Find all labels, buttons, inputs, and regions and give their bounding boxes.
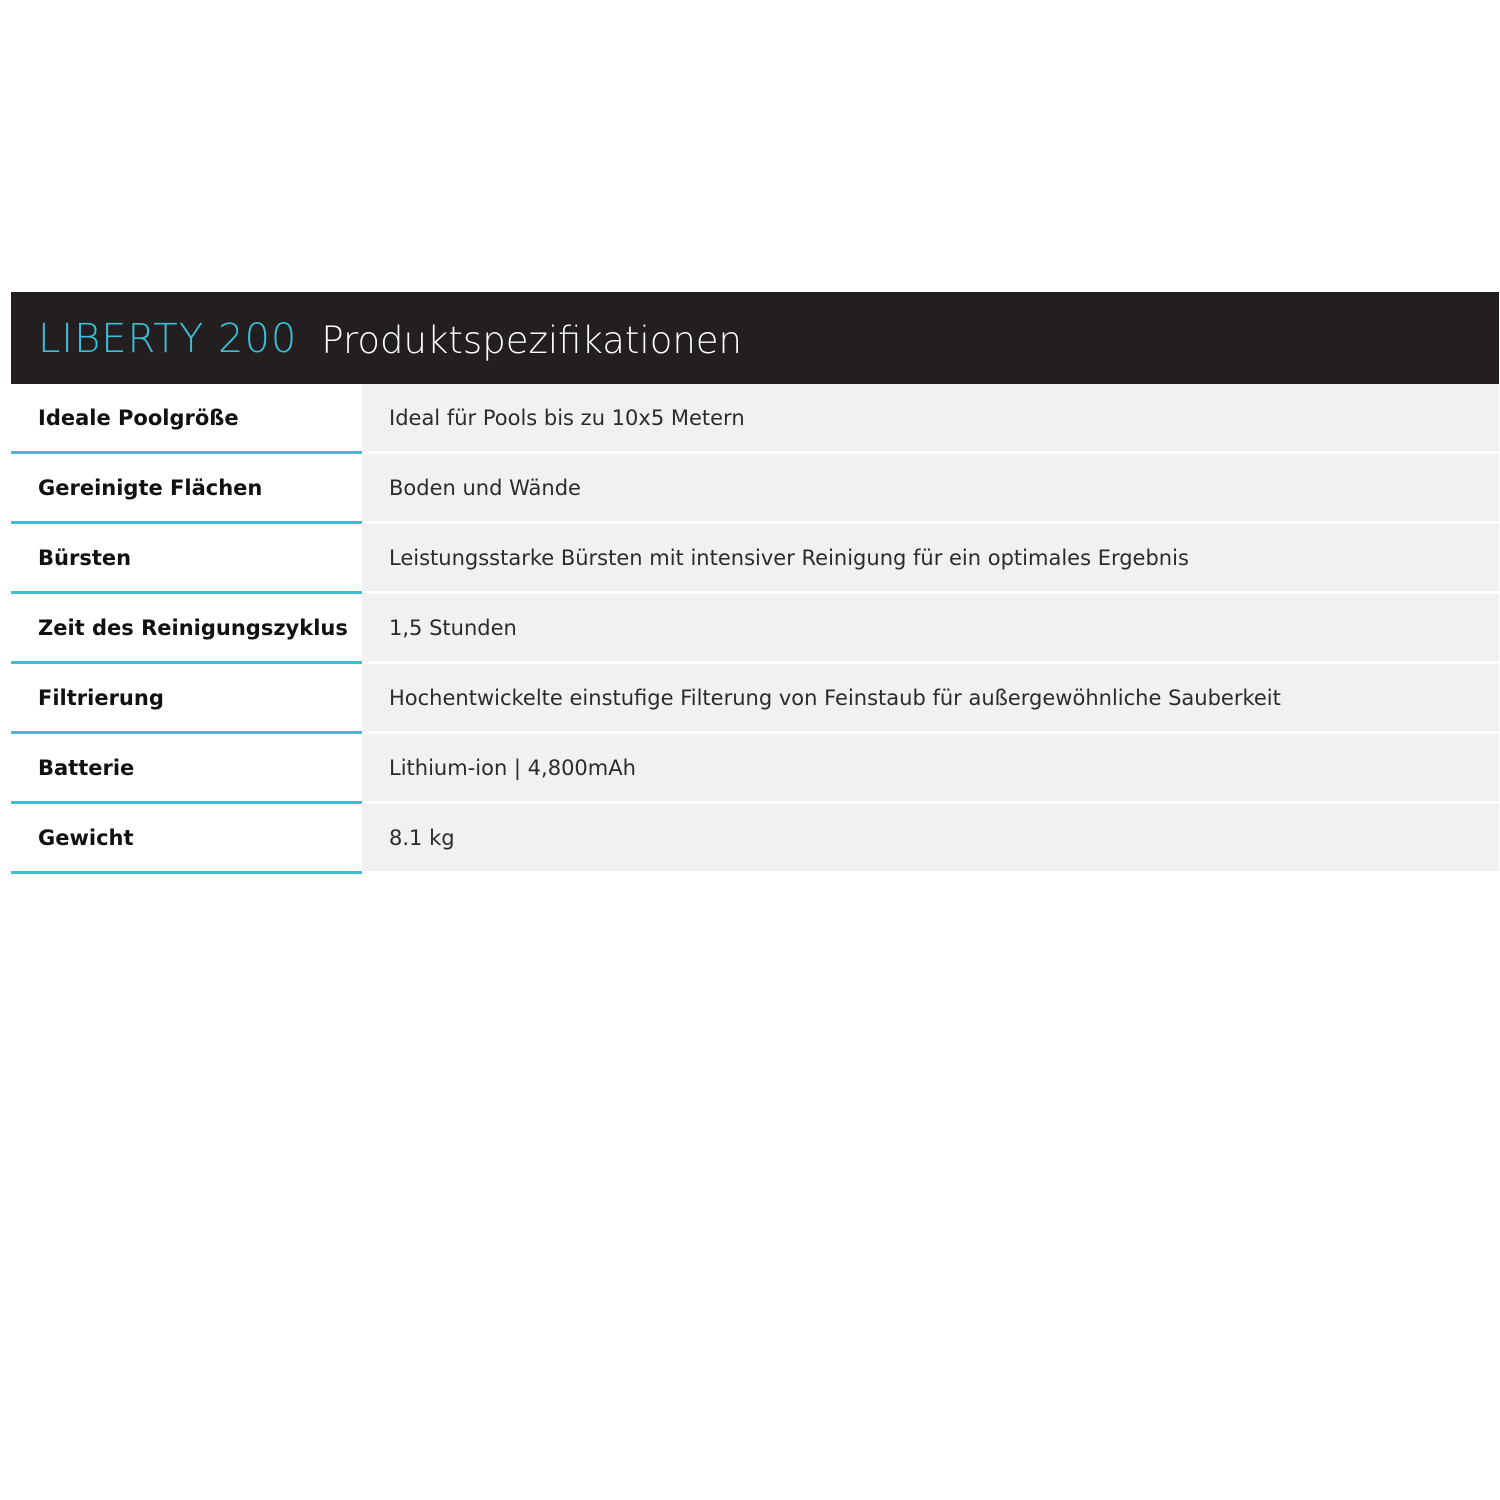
spec-row-cleaned-surfaces — [11, 454, 1499, 524]
spec-label: Batterie — [11, 734, 362, 804]
spec-rows — [11, 384, 1499, 874]
spec-row-weight — [11, 804, 1499, 874]
spec-row-battery — [11, 734, 1499, 804]
spec-row-cycle-time — [11, 594, 1499, 664]
spec-value: 1,5 Stunden — [362, 594, 1499, 664]
spec-label: Zeit des Reinigungszyklus — [11, 594, 362, 664]
spec-label: Filtrierung — [11, 664, 362, 734]
spec-label: Gereinigte Flächen — [11, 454, 362, 524]
spec-row-pool-size — [11, 384, 1499, 454]
spec-value: Leistungsstarke Bürsten mit intensiver Reinigung für ein optimales Ergebnis — [362, 524, 1499, 594]
product-spec-table — [11, 292, 1499, 874]
spec-label: Gewicht — [11, 804, 362, 874]
spec-row-brushes — [11, 524, 1499, 594]
spec-label: Bürsten — [11, 524, 362, 594]
spec-value: Ideal für Pools bis zu 10x5 Metern — [362, 384, 1499, 454]
spec-value: Hochentwickelte einstufige Filterung von Feinstaub für außergewöhnliche Sauberkeit — [362, 664, 1499, 734]
spec-value: 8.1 kg — [362, 804, 1499, 874]
spec-table-header — [11, 292, 1499, 384]
spec-label: Ideale Poolgröße — [11, 384, 362, 454]
spec-value: Lithium-ion | 4,800mAh — [362, 734, 1499, 804]
spec-row-filtration — [11, 664, 1499, 734]
spec-table-title: Produktspezifikationen — [321, 318, 742, 362]
spec-value: Boden und Wände — [362, 454, 1499, 524]
product-model-name: LIBERTY 200 — [38, 316, 298, 362]
